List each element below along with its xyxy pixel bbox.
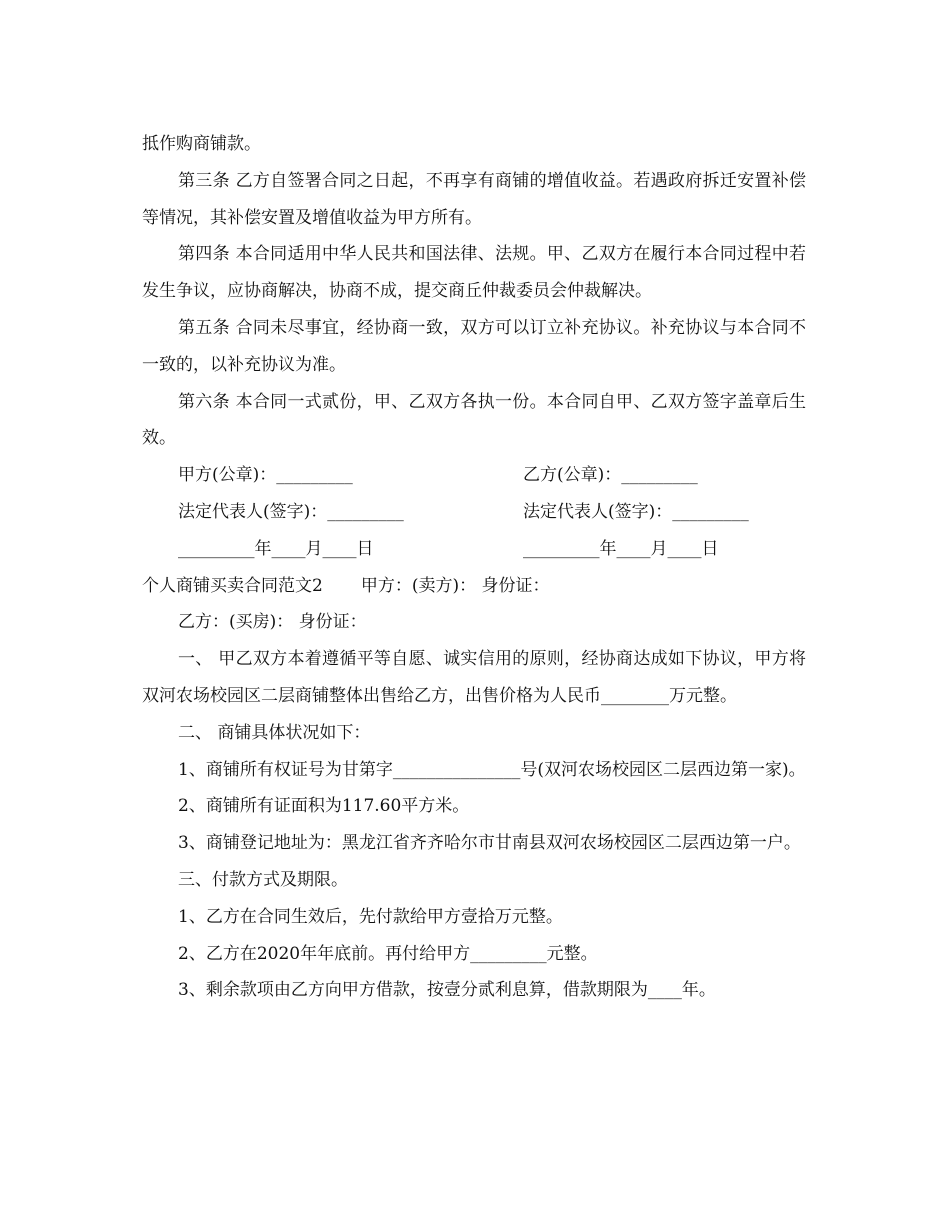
clause-2-item-1: 1、商铺所有权证号为甘第字_______________号(双河农场校园区二层西边第一家)。: [178, 759, 806, 780]
party-b-rep: 法定代表人(签字)：_________: [523, 501, 749, 522]
paragraph: 抵作购商铺款。: [142, 134, 261, 154]
clause-3-item-3: 3、剩余款项由乙方向甲方借款，按壹分贰利息算，借款期限为____年。: [178, 980, 716, 1001]
party-a-date: _________年____月____日: [178, 538, 374, 559]
article-5: 第五条 合同未尽事宜，经协商一致，双方可以订立补充协议。补充协议与本合同不一致的，以补充协议为准。: [142, 317, 806, 375]
article-3: 第三条 乙方自签署合同之日起，不再享有商铺的增值收益。若遇政府拆迁安置补偿等情况，其补偿安置及增值收益为甲方所有。: [142, 170, 806, 228]
party-a-rep: 法定代表人(签字)：_________: [178, 501, 404, 522]
signature-rep-row: [142, 494, 806, 531]
document-body: [142, 126, 806, 1009]
clause-3-item-1: 1、乙方在合同生效后，先付款给甲方壹拾万元整。: [178, 906, 563, 927]
clause-3: 三、付款方式及期限。: [178, 869, 348, 890]
clause-2-item-2: 2、商铺所有证面积为117.60平方米。: [178, 796, 470, 817]
clause-2-item-3: 3、商铺登记地址为：黑龙江省齐齐哈尔市甘南县双河农场校园区二层西边第一户。: [178, 833, 801, 854]
article-6: 第六条 本合同一式贰份，甲、乙双方各执一份。本合同自甲、乙双方签字盖章后生效。: [142, 391, 806, 449]
article-4: 第四条 本合同适用中华人民共和国法律、法规。甲、乙双方在履行本合同过程中若发生争议，应协商解决，协商不成，提交商丘仲裁委员会仲裁解决。: [142, 244, 806, 302]
party-b-seal: 乙方(公章)：_________: [523, 465, 698, 486]
contract2-title: 个人商铺买卖合同范文2: [142, 575, 323, 596]
signature-date-row: [142, 531, 806, 568]
party-a-seal: 甲方(公章)：_________: [178, 465, 353, 486]
contract2-title-row: [142, 568, 806, 605]
contract2-party-b: 乙方：(买房)： 身份证：: [178, 612, 367, 633]
clause-3-item-2: 2、乙方在2020年年底前。再付给甲方_________元整。: [178, 943, 598, 964]
party-b-date: _________年____月____日: [523, 538, 719, 559]
clause-2: 二、 商铺具体状况如下：: [178, 722, 371, 743]
clause-1: 一、 甲乙双方本着遵循平等自愿、诚实信用的原则，经协商达成如下协议，甲方将双河农场校园区二层商铺整体出售给乙方，出售价格为人民币________万元整。: [142, 649, 806, 706]
signature-seal-row: [142, 457, 806, 494]
contract2-party-a: 甲方：(卖方)： 身份证：: [360, 575, 550, 596]
